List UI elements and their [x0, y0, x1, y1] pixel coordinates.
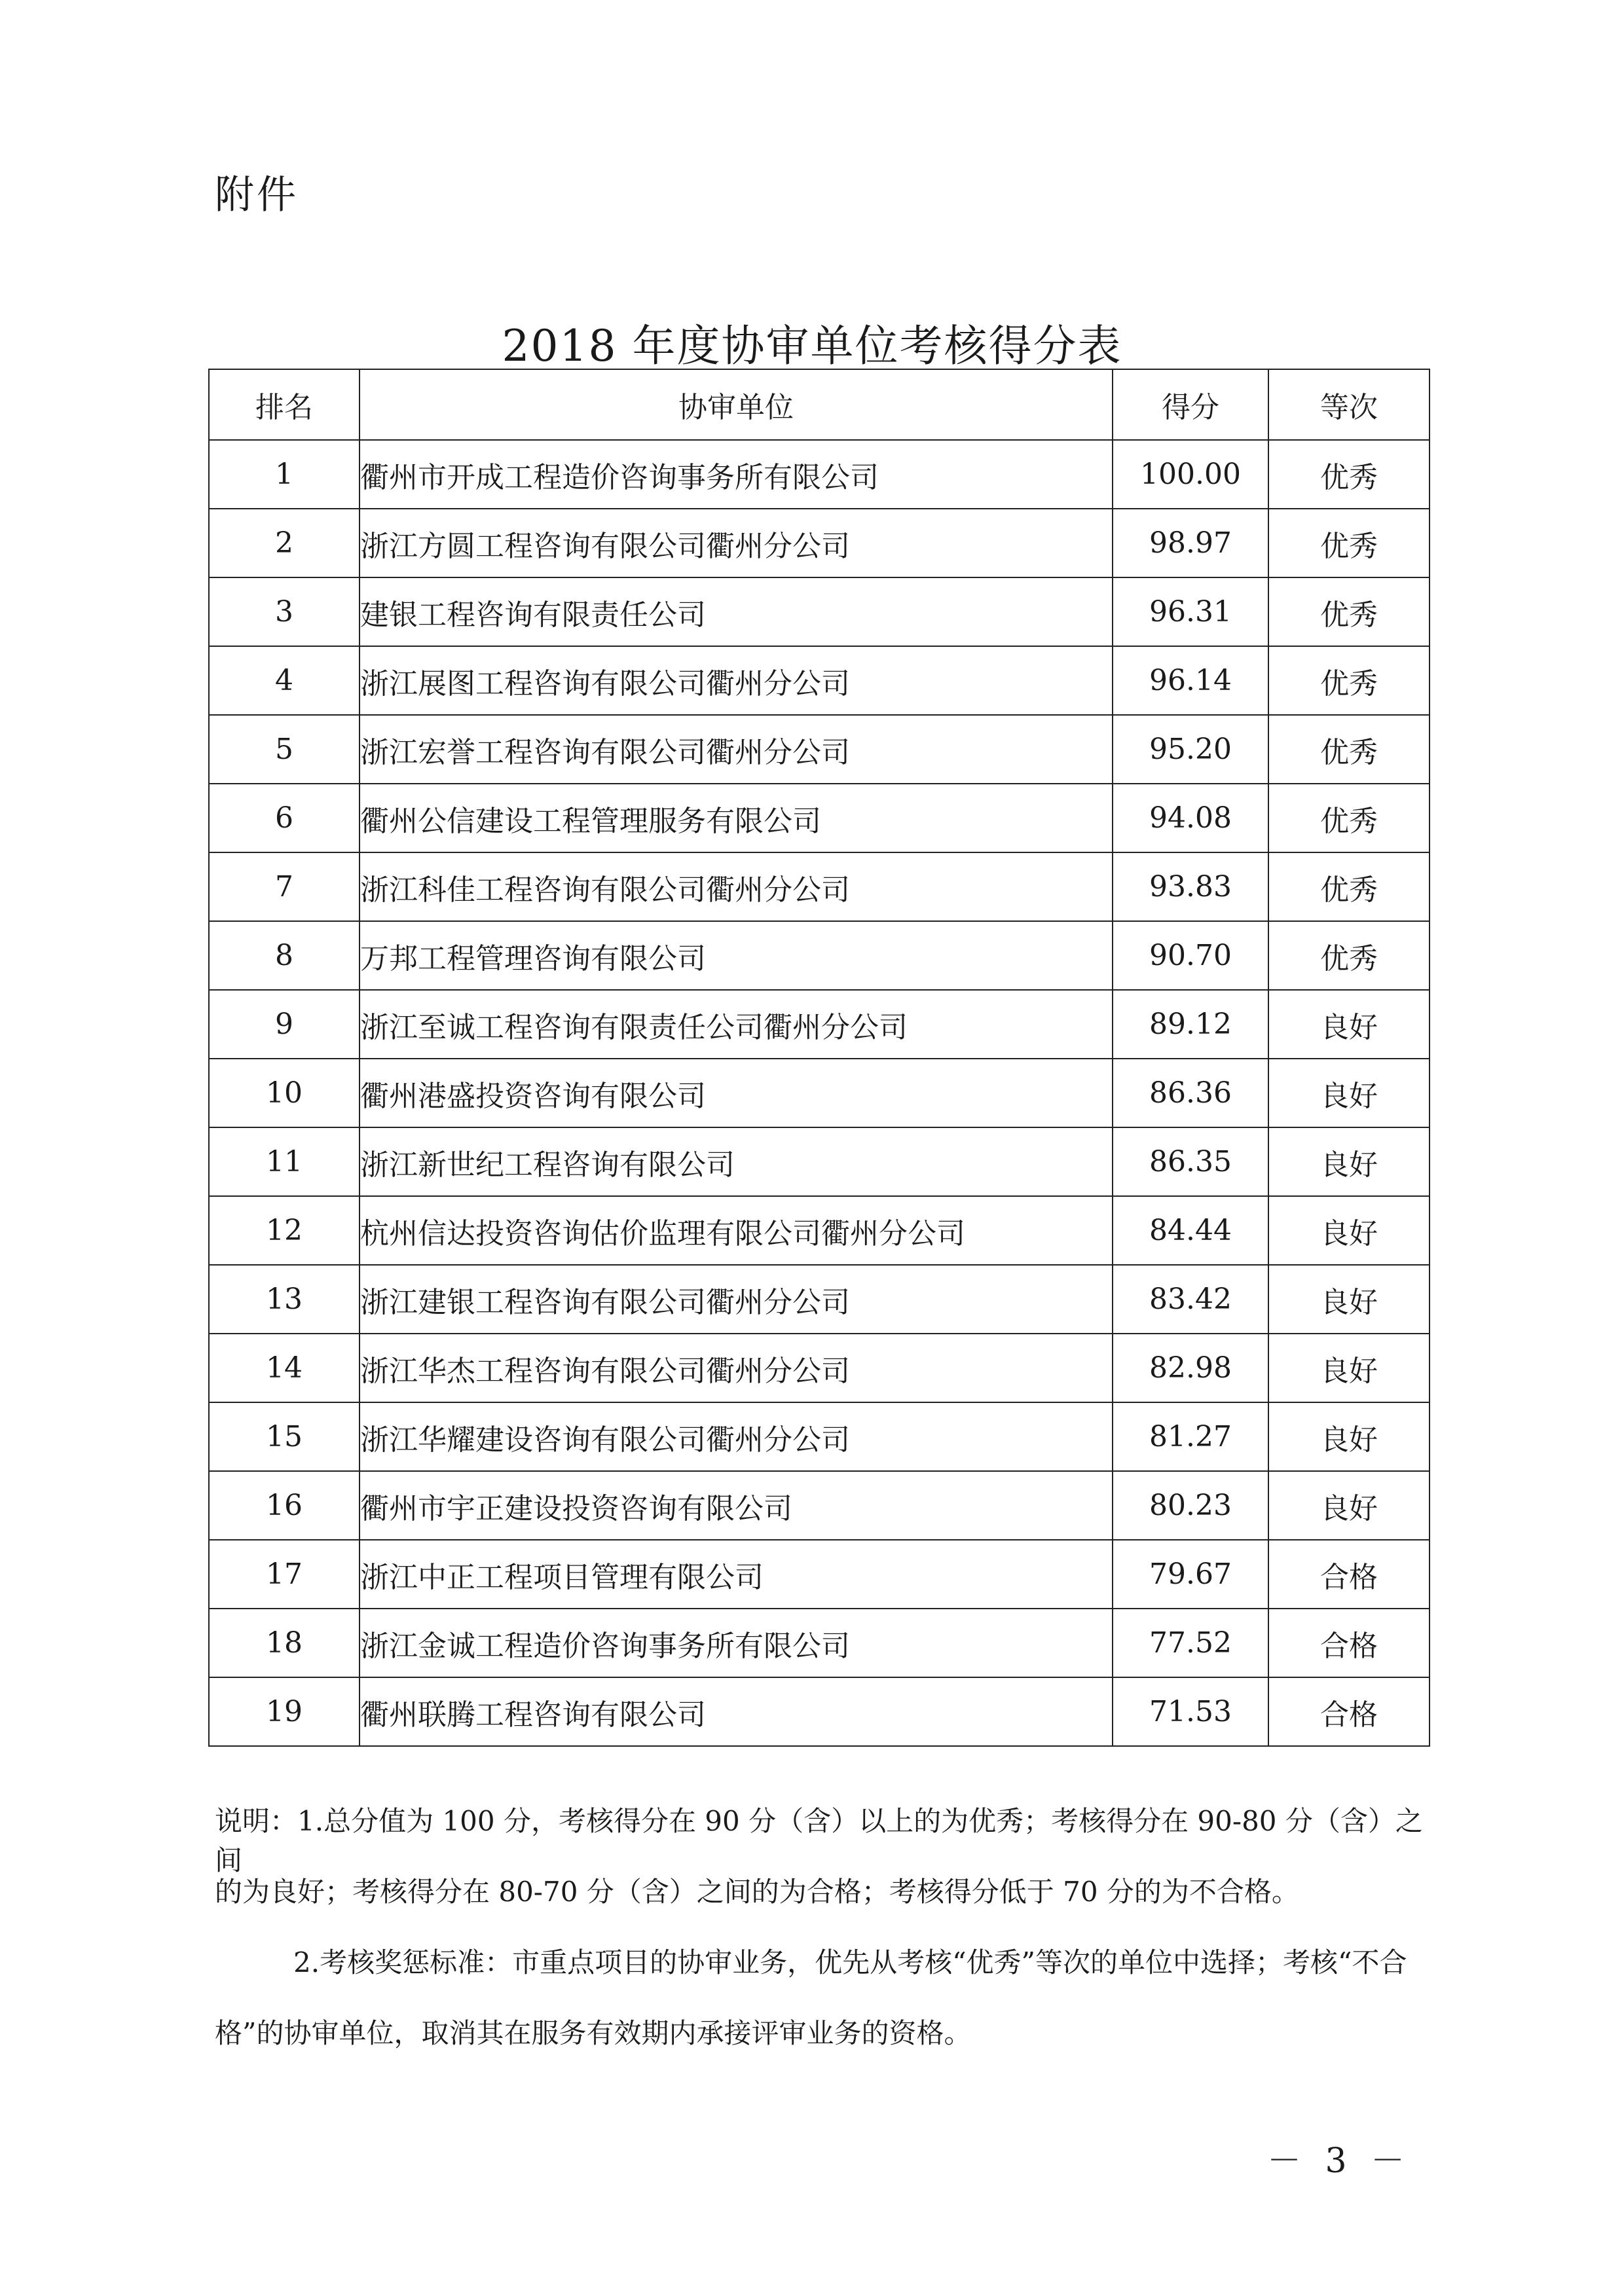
table-header-row: [209, 369, 1430, 440]
rank-cell: 16: [209, 1471, 360, 1540]
grade-cell: 合格: [1268, 1677, 1430, 1746]
table-row: [209, 784, 1430, 852]
rank-cell: 15: [209, 1402, 360, 1471]
rank-cell: 1: [209, 440, 360, 509]
grade-cell: 良好: [1268, 1265, 1430, 1334]
unit-cell: 浙江宏誉工程咨询有限公司衢州分公司: [360, 715, 1113, 784]
note-2-line-1: 2.考核奖惩标准：市重点项目的协审业务，优先从考核“优秀”等次的单位中选择；考核“不合: [293, 1946, 1407, 1978]
rank-cell: 18: [209, 1609, 360, 1677]
unit-cell: 浙江方圆工程咨询有限公司衢州分公司: [360, 509, 1113, 577]
attachment-label: 附件: [215, 172, 299, 218]
table-row: [209, 852, 1430, 921]
grade-cell: 优秀: [1268, 646, 1430, 715]
score-cell: 90.70: [1113, 921, 1268, 990]
table-row: [209, 1196, 1430, 1265]
unit-cell: 衢州港盛投资咨询有限公司: [360, 1059, 1113, 1127]
unit-cell: 浙江新世纪工程咨询有限公司: [360, 1127, 1113, 1196]
rank-cell: 3: [209, 577, 360, 646]
document-title: 2018 年度协审单位考核得分表: [502, 321, 1122, 371]
grade-cell: 良好: [1268, 1471, 1430, 1540]
score-cell: 100.00: [1113, 440, 1268, 509]
note-1-line-2: 的为良好；考核得分在 80-70 分（含）之间的为合格；考核得分低于 70 分的为不合格。: [215, 1876, 1299, 1908]
grade-cell: 良好: [1268, 990, 1430, 1059]
rank-cell: 6: [209, 784, 360, 852]
column-header-rank: 排名: [209, 369, 360, 440]
score-cell: 94.08: [1113, 784, 1268, 852]
score-cell: 71.53: [1113, 1677, 1268, 1746]
score-cell: 98.97: [1113, 509, 1268, 577]
score-cell: 96.14: [1113, 646, 1268, 715]
grade-cell: 良好: [1268, 1334, 1430, 1402]
table-row: [209, 921, 1430, 990]
grade-cell: 优秀: [1268, 440, 1430, 509]
rank-cell: 4: [209, 646, 360, 715]
rank-cell: 2: [209, 509, 360, 577]
score-cell: 89.12: [1113, 990, 1268, 1059]
table-row: [209, 1059, 1430, 1127]
unit-cell: 浙江华杰工程咨询有限公司衢州分公司: [360, 1334, 1113, 1402]
unit-cell: 衢州市宇正建设投资咨询有限公司: [360, 1471, 1113, 1540]
unit-cell: 衢州联腾工程咨询有限公司: [360, 1677, 1113, 1746]
grade-cell: 优秀: [1268, 509, 1430, 577]
grade-cell: 优秀: [1268, 852, 1430, 921]
unit-cell: 衢州公信建设工程管理服务有限公司: [360, 784, 1113, 852]
column-header-score: 得分: [1113, 369, 1268, 440]
table-row: [209, 1402, 1430, 1471]
rank-cell: 5: [209, 715, 360, 784]
table-row: [209, 1265, 1430, 1334]
score-cell: 86.35: [1113, 1127, 1268, 1196]
unit-cell: 杭州信达投资咨询估价监理有限公司衢州分公司: [360, 1196, 1113, 1265]
grade-cell: 优秀: [1268, 921, 1430, 990]
rank-cell: 10: [209, 1059, 360, 1127]
table-row: [209, 1471, 1430, 1540]
note-1-line-1: 说明：1.总分值为 100 分，考核得分在 90 分（含）以上的为优秀；考核得分在 90-80 分（含）之间: [215, 1805, 1423, 1876]
score-cell: 81.27: [1113, 1402, 1268, 1471]
unit-cell: 浙江华耀建设咨询有限公司衢州分公司: [360, 1402, 1113, 1471]
rank-cell: 8: [209, 921, 360, 990]
note-2-line-2: 格”的协审单位，取消其在服务有效期内承接评审业务的资格。: [215, 2017, 972, 2049]
unit-cell: 万邦工程管理咨询有限公司: [360, 921, 1113, 990]
score-cell: 84.44: [1113, 1196, 1268, 1265]
rank-cell: 17: [209, 1540, 360, 1609]
table-row: [209, 1127, 1430, 1196]
unit-cell: 建银工程咨询有限责任公司: [360, 577, 1113, 646]
grade-cell: 合格: [1268, 1540, 1430, 1609]
table-row: [209, 990, 1430, 1059]
table-row: [209, 509, 1430, 577]
score-cell: 79.67: [1113, 1540, 1268, 1609]
unit-cell: 浙江中正工程项目管理有限公司: [360, 1540, 1113, 1609]
rank-cell: 13: [209, 1265, 360, 1334]
table-row: [209, 1677, 1430, 1746]
unit-cell: 浙江科佳工程咨询有限公司衢州分公司: [360, 852, 1113, 921]
table-row: [209, 715, 1430, 784]
score-cell: 77.52: [1113, 1609, 1268, 1677]
rank-cell: 19: [209, 1677, 360, 1746]
unit-cell: 浙江展图工程咨询有限公司衢州分公司: [360, 646, 1113, 715]
grade-cell: 优秀: [1268, 577, 1430, 646]
score-cell: 83.42: [1113, 1265, 1268, 1334]
rank-cell: 11: [209, 1127, 360, 1196]
grade-cell: 优秀: [1268, 784, 1430, 852]
unit-cell: 浙江建银工程咨询有限公司衢州分公司: [360, 1265, 1113, 1334]
unit-cell: 衢州市开成工程造价咨询事务所有限公司: [360, 440, 1113, 509]
grade-cell: 良好: [1268, 1196, 1430, 1265]
grade-cell: 良好: [1268, 1402, 1430, 1471]
score-cell: 80.23: [1113, 1471, 1268, 1540]
table-row: [209, 646, 1430, 715]
column-header-unit: 协审单位: [360, 369, 1113, 440]
rank-cell: 9: [209, 990, 360, 1059]
rank-cell: 12: [209, 1196, 360, 1265]
grade-cell: 良好: [1268, 1059, 1430, 1127]
score-cell: 82.98: [1113, 1334, 1268, 1402]
table-row: [209, 1334, 1430, 1402]
table-row: [209, 577, 1430, 646]
column-header-grade: 等次: [1268, 369, 1430, 440]
unit-cell: 浙江至诚工程咨询有限责任公司衢州分公司: [360, 990, 1113, 1059]
grade-cell: 合格: [1268, 1609, 1430, 1677]
score-table: [208, 369, 1430, 1747]
score-cell: 96.31: [1113, 577, 1268, 646]
table-row: [209, 440, 1430, 509]
rank-cell: 7: [209, 852, 360, 921]
score-cell: 95.20: [1113, 715, 1268, 784]
grade-cell: 优秀: [1268, 715, 1430, 784]
unit-cell: 浙江金诚工程造价咨询事务所有限公司: [360, 1609, 1113, 1677]
table-row: [209, 1609, 1430, 1677]
score-cell: 86.36: [1113, 1059, 1268, 1127]
grade-cell: 良好: [1268, 1127, 1430, 1196]
rank-cell: 14: [209, 1334, 360, 1402]
page-number: － 3 －: [1267, 2141, 1412, 2181]
score-cell: 93.83: [1113, 852, 1268, 921]
table-row: [209, 1540, 1430, 1609]
